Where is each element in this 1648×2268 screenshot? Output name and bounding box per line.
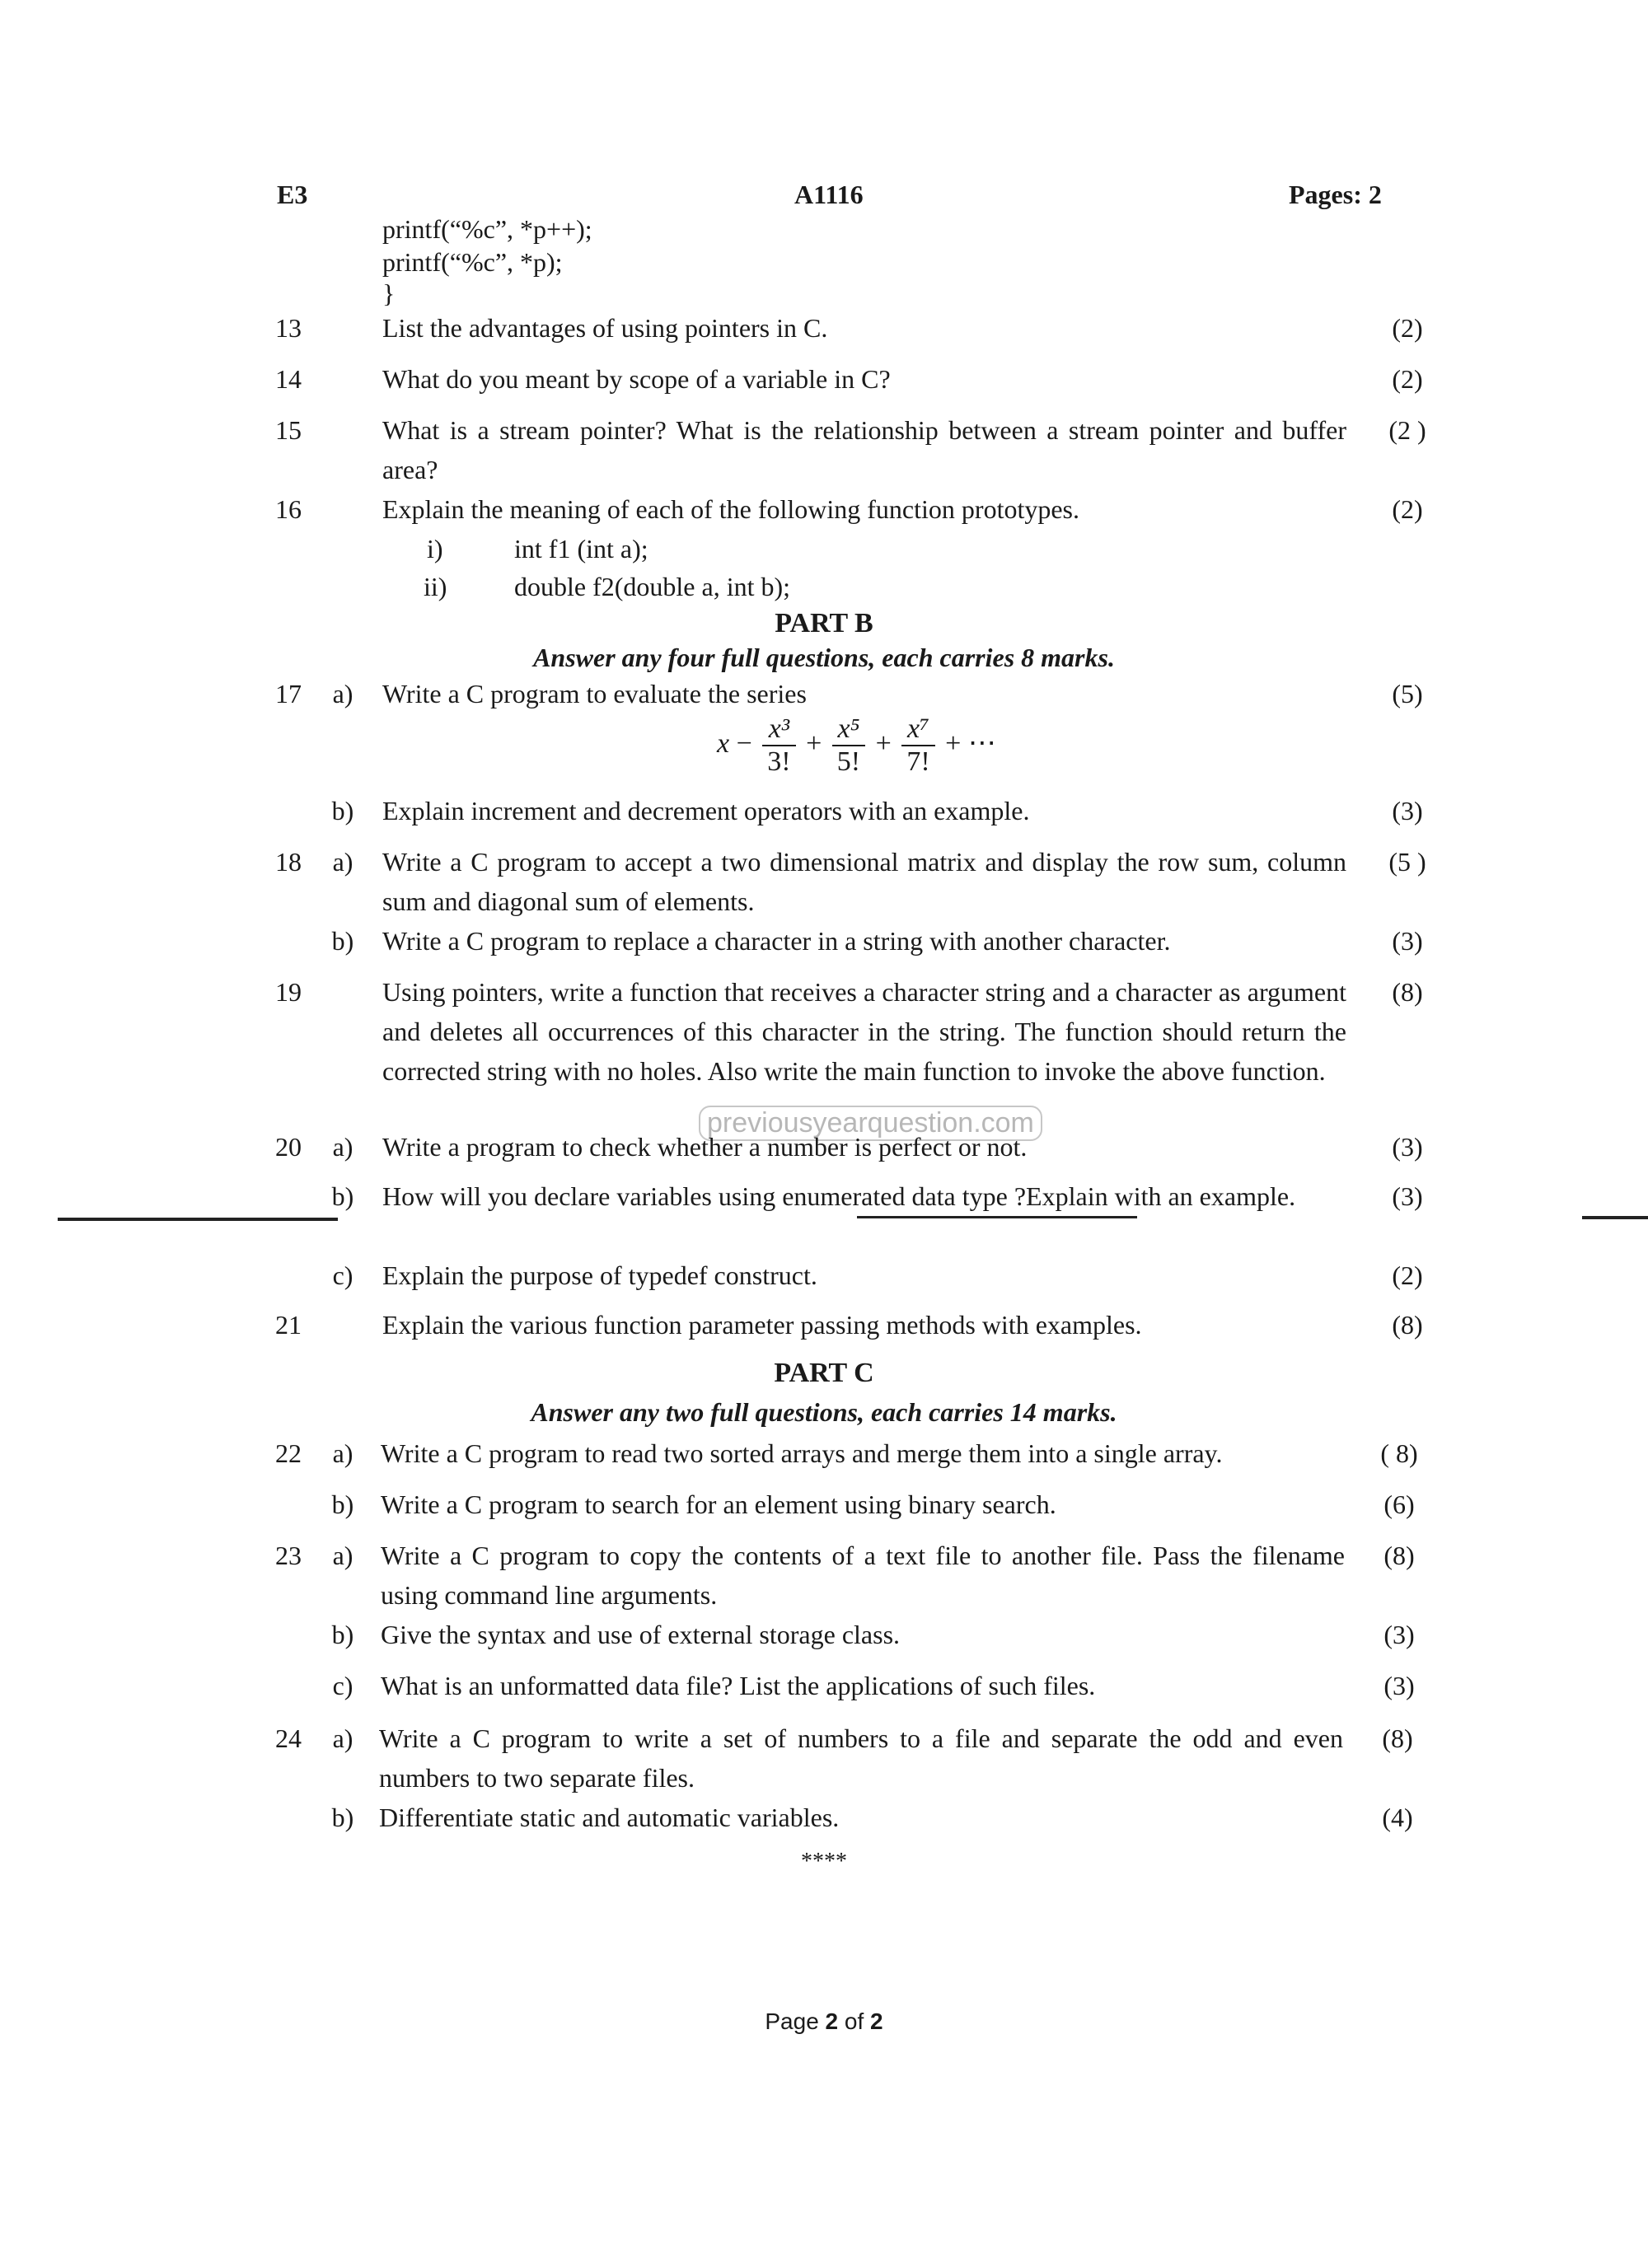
page-footer	[0, 2008, 1648, 2035]
question-text: Write a C program to replace a character in a string with another character.	[382, 926, 1171, 956]
question-number: 15	[275, 415, 302, 445]
question-marks: (2)	[1392, 364, 1423, 394]
question-number: 21	[275, 1310, 302, 1340]
question-text: Write a C program to evaluate the series	[382, 679, 807, 708]
sub-item-text: int f1 (int a);	[514, 534, 648, 563]
series-plus: +	[806, 727, 822, 759]
question-text: How will you declare variables using enumerated data type ?Explain with an example.	[382, 1181, 1296, 1211]
footer-total-pages: 2	[870, 2008, 883, 2034]
question-text: List the advantages of using pointers in C.	[382, 313, 828, 343]
sub-question-label: b)	[331, 1489, 354, 1519]
sub-question-label: b)	[331, 926, 354, 956]
code-line: }	[382, 278, 396, 308]
scan-artifact-line	[857, 1216, 1137, 1218]
scan-artifact-line	[58, 1218, 338, 1221]
footer-prefix: Page	[765, 2008, 826, 2034]
question-marks: (4)	[1382, 1803, 1413, 1832]
question-marks: (5 )	[1388, 847, 1426, 877]
question-marks: (3)	[1383, 1620, 1415, 1649]
sub-question-label: a)	[332, 679, 353, 708]
sub-item-label: ii)	[424, 572, 447, 601]
sub-item-label: i)	[427, 534, 443, 563]
series-term-2-den: 5!	[836, 746, 861, 777]
question-marks: (8)	[1382, 1723, 1413, 1753]
question-marks: (8)	[1383, 1541, 1415, 1570]
question-text: Give the syntax and use of external storage class.	[381, 1620, 901, 1649]
question-number: 13	[275, 313, 302, 343]
question-marks: (2)	[1392, 1260, 1423, 1290]
sub-question-label: a)	[332, 1438, 353, 1468]
watermark-stamp: previousyearquestion.com	[699, 1106, 1042, 1141]
question-marks: (6)	[1383, 1489, 1415, 1519]
series-expression	[717, 713, 996, 778]
question-text: Write a program to check whether a number is perfect or not.	[382, 1132, 1028, 1162]
question-text: Differentiate static and automatic variables.	[379, 1803, 840, 1832]
code-line: printf(“%c”, *p++);	[382, 214, 592, 244]
question-number: 23	[275, 1541, 302, 1570]
question-text: Write a C program to search for an element using binary search.	[381, 1489, 1056, 1519]
code-line: printf(“%c”, *p);	[382, 247, 563, 277]
sub-question-label: a)	[332, 1723, 353, 1753]
sub-question-label: a)	[332, 1132, 353, 1162]
sub-question-label: b)	[331, 1620, 354, 1649]
series-minus: −	[736, 727, 752, 759]
header-center: A1116	[794, 180, 864, 209]
question-number: 18	[275, 847, 302, 877]
question-text: Using pointers, write a function that receives a character string and a character as argument and deletes all occurrences of this character in the string. The function should return the corrected string with no holes. Also write the main function to invoke the above function.	[382, 977, 1346, 1086]
header-left: E3	[277, 180, 308, 209]
series-plus: +	[875, 727, 892, 759]
part-c-title: PART C	[774, 1358, 874, 1388]
sub-question-label: b)	[331, 1803, 354, 1832]
question-marks: (3)	[1392, 1132, 1423, 1162]
series-term-3-den: 7!	[906, 746, 930, 777]
question-text: Explain increment and decrement operators with an example.	[382, 796, 1030, 825]
question-text: Write a C program to read two sorted arrays and merge them into a single array.	[381, 1438, 1223, 1468]
question-text: Explain the meaning of each of the following function prototypes.	[382, 494, 1079, 524]
question-number: 20	[275, 1132, 302, 1162]
series-term-3-num: x⁷	[901, 713, 934, 746]
footer-current-page: 2	[825, 2008, 839, 2034]
series-tail: + ⋯	[945, 727, 996, 759]
question-marks: (8)	[1392, 977, 1423, 1007]
header-right: Pages: 2	[1289, 180, 1382, 209]
question-marks: (2 )	[1388, 415, 1426, 445]
sub-question-label: c)	[332, 1260, 353, 1290]
series-term-2-num: x⁵	[832, 713, 865, 746]
question-marks: (3)	[1392, 796, 1423, 825]
question-text: What is a stream pointer? What is the relationship between a stream pointer and buffer area?	[382, 415, 1346, 484]
series-term-2	[832, 713, 865, 778]
series-term-1-num: x³	[762, 713, 795, 746]
series-term-1-den: 3!	[767, 746, 791, 777]
part-c-instruction: Answer any two full questions, each carries 14 marks.	[531, 1397, 1117, 1427]
question-marks: (2)	[1392, 313, 1423, 343]
question-number: 17	[275, 679, 302, 708]
question-number: 16	[275, 494, 302, 524]
end-mark: ****	[801, 1849, 847, 1874]
series-term-3	[901, 713, 934, 778]
sub-question-label: c)	[332, 1671, 353, 1700]
part-b-instruction: Answer any four full questions, each carries 8 marks.	[533, 643, 1115, 672]
scan-artifact-line	[1582, 1216, 1648, 1219]
question-number: 22	[275, 1438, 302, 1468]
part-b-title: PART B	[775, 608, 873, 638]
sub-question-label: a)	[332, 847, 353, 877]
question-text: Explain the various function parameter passing methods with examples.	[382, 1310, 1142, 1340]
question-marks: ( 8)	[1380, 1438, 1418, 1468]
question-text: Write a C program to accept a two dimensional matrix and display the row sum, column sum and diagonal sum of elements.	[382, 847, 1346, 916]
question-marks: (3)	[1392, 1181, 1423, 1211]
question-number: 19	[275, 977, 302, 1007]
question-text: Write a C program to write a set of numbers to a file and separate the odd and even numbers to two separate files.	[379, 1723, 1343, 1793]
question-text: What is an unformatted data file? List the applications of such files.	[381, 1671, 1096, 1700]
question-text: Explain the purpose of typedef construct.	[382, 1260, 817, 1290]
question-text: What do you meant by scope of a variable in C?	[382, 364, 891, 394]
question-marks: (8)	[1392, 1310, 1423, 1340]
question-number: 24	[275, 1723, 302, 1753]
sub-question-label: b)	[331, 1181, 354, 1211]
question-marks: (2)	[1392, 494, 1423, 524]
question-marks: (3)	[1392, 926, 1423, 956]
sub-question-label: b)	[331, 796, 354, 825]
footer-middle: of	[838, 2008, 871, 2034]
sub-item-text: double f2(double a, int b);	[514, 572, 791, 601]
sub-question-label: a)	[332, 1541, 353, 1570]
question-text: Write a C program to copy the contents of a text file to another file. Pass the filename using command line arguments.	[381, 1541, 1345, 1610]
series-x: x	[717, 727, 730, 759]
series-term-1	[762, 713, 795, 778]
question-marks: (5)	[1392, 679, 1423, 708]
question-number: 14	[275, 364, 302, 394]
question-marks: (3)	[1383, 1671, 1415, 1700]
